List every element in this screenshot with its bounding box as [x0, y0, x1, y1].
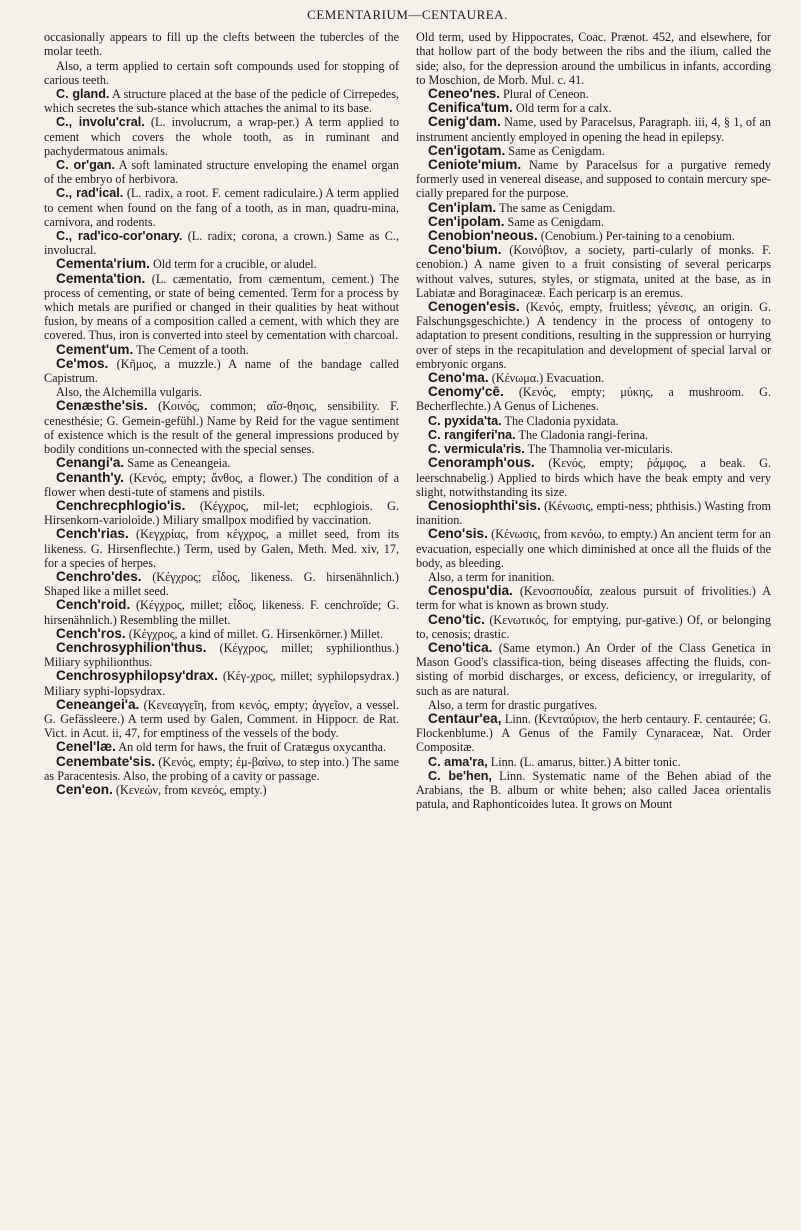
entry-text: (Κέγ-χρος, millet; syphilopsydrax.) Miliary syphi-lopsydrax.: [44, 669, 399, 698]
entry-headword: C. vermicula'ris.: [428, 442, 525, 457]
entry-headword: C. be'hen,: [428, 768, 492, 783]
running-head: CEMENTARIUM—CENTAUREA.: [307, 7, 508, 22]
entry-headword: Centaur'ea,: [428, 710, 502, 726]
entry-text: (Κενεαγγεῖη, from κενός, empty; ἀγγεῖον, a vessel. G. Gefässleere.) A term used by Galen, Comment. in Hippocr. de Rat. Vict. in Acut. ii, 47, for emptiness of the vessels of the body.: [44, 697, 399, 741]
entry-headword: C. ama'ra,: [428, 754, 488, 769]
right-column: [416, 30, 771, 811]
entry-text: occasionally appears to fill up the clefts between the tubercles of the molar teeth.: [44, 30, 399, 59]
entry-headword: Cench'rias.: [56, 526, 129, 542]
entry-headword: Cenanth'y.: [56, 469, 124, 485]
entry-text: (Κῆμος, a muzzle.) A name of the bandage called Capistrum.: [44, 356, 399, 386]
entry-headword: Cenifica'tum.: [428, 100, 513, 116]
entry-headword: Cenchrosyphilion'thus.: [56, 639, 207, 655]
entry-headword: C. pyxida'ta.: [428, 413, 502, 428]
entry-headword: Cenogen'esis.: [428, 299, 520, 315]
entry-text: Linn. (L. amarus, bitter.) A bitter tonic.: [487, 754, 681, 769]
dictionary-entry: [416, 641, 771, 698]
dictionary-entry: [416, 712, 771, 755]
dictionary-entry: [416, 755, 771, 769]
entry-text: An old term for haws, the fruit of Cratægus oxycantha.: [115, 740, 387, 755]
entry-text: (Κενός, empty, fruitless; γένεσις, an origin. G. Falschungsgeschichte.) A tendency in the process of ontogeny to adaptation to present conditions, resulting in the suppression or hurrying over of steps in the recapitulation and development of special larval or embryonic organs.: [416, 300, 771, 371]
entry-headword: Cenæsthe'sis.: [56, 398, 148, 414]
dictionary-entry: [44, 627, 399, 641]
entry-headword: Ceneangei'a.: [56, 696, 140, 712]
entry-paragraph: [44, 385, 399, 399]
entry-headword: Cenig'dam.: [428, 114, 501, 130]
entry-text: Same as Ceneangeia.: [124, 456, 231, 471]
entry-text: The same as Cenigdam.: [496, 200, 616, 215]
entry-headword: C. or'gan.: [56, 158, 115, 173]
entry-headword: Ceno'tica.: [428, 639, 493, 655]
dictionary-entry: [416, 414, 771, 428]
entry-text: Old term for a calx.: [512, 101, 612, 116]
entry-text: The Cladonia rangi-ferina.: [515, 427, 649, 442]
entry-text: (Κενός, empty; ἐμ-βαίνω, to step into.) The same as Paracentesis. Also, the probing of a cavity or passage.: [44, 754, 399, 783]
dictionary-entry: [44, 272, 399, 343]
dictionary-entry: [416, 201, 771, 215]
dictionary-entry: [44, 499, 399, 527]
entry-headword: Cenoramph'ous.: [428, 455, 535, 471]
entry-text: The Cladonia pyxidata.: [501, 413, 619, 428]
entry-text: (Κενωτικός, for emptying, pur-gative.) Of, or belonging to, cenosis; drastic.: [416, 612, 771, 641]
dictionary-entry: [416, 158, 771, 201]
entry-text: Also, a term for inanition.: [428, 569, 555, 584]
entry-text: (L. radix; corona, a crown.) Same as C., involucral.: [44, 229, 399, 258]
entry-text: Linn. (Κενταύριον, the herb centaury. F. centaurée; G. Flockenblume.) A Genus of the Family Cynaraceæ, Nat. Order Compositæ.: [416, 711, 771, 755]
dictionary-entry: [44, 343, 399, 357]
entry-headword: C., involu'cral.: [56, 115, 145, 130]
dictionary-entry: [44, 115, 399, 158]
entry-text: (Same etymon.) An Order of the Class Genetica in Mason Good's classifica-tion, being diseases affecting the fluids, con-sisting of morbid discharges, or excess, deficiency, or irregularity, of such as are natural.: [416, 640, 771, 698]
entry-headword: Cench'roid.: [56, 597, 131, 613]
entry-headword: Cementa'tion.: [56, 270, 146, 286]
entry-headword: Ceniote'mium.: [428, 157, 522, 173]
entry-headword: Ceno'bium.: [428, 242, 502, 258]
entry-headword: Cement'um.: [56, 341, 134, 357]
left-column: [44, 30, 399, 811]
dictionary-entry: [44, 257, 399, 271]
entry-headword: C. gland.: [56, 87, 110, 102]
dictionary-entry: [44, 87, 399, 115]
dictionary-entry: [416, 428, 771, 442]
entry-headword: C., rad'ico-cor'onary.: [56, 229, 183, 244]
dictionary-entry: [44, 158, 399, 186]
entry-text: A structure placed at the base of the pedicle of Cirrepedes, which secretes the sub-stance which attaches the animal to its base.: [44, 87, 399, 116]
dictionary-entry: [416, 144, 771, 158]
entry-paragraph: [416, 698, 771, 712]
dictionary-entry: [44, 229, 399, 257]
dictionary-entry: [416, 300, 771, 371]
entry-text: (Κένωσις, from κενόω, to empty.) An ancient term for an evacuation, especially one which diminished at once all the fluids of the body, as bleeding.: [416, 527, 771, 570]
entry-text: Old term, used by Hippocrates, Coac. Prænot. 452, and elsewhere, for that hollow part of the body between the ribs and the ilium, called the side; also, for the depression around the umbilicus in infants, according to Moschion, de Morb. Mul. c. 41.: [416, 30, 771, 87]
entry-headword: C., rad'ical.: [56, 186, 124, 201]
entry-text: The Cement of a tooth.: [133, 342, 249, 357]
entry-text: (Κέγχρος, mil-let; ecphlogiois. G. Hirsenkorn-varioloide.) Miliary smallpox modified by vaccination.: [44, 498, 399, 528]
dictionary-entry: [416, 215, 771, 229]
entry-text: Same as Cenigdam.: [504, 214, 605, 229]
entry-paragraph: [416, 570, 771, 584]
entry-headword: Cenobion'neous.: [428, 228, 538, 244]
dictionary-entry: [44, 570, 399, 598]
entry-headword: Cen'iplam.: [428, 199, 497, 215]
entry-headword: Cen'ipolam.: [428, 213, 505, 229]
entry-headword: Ceno'ma.: [428, 370, 489, 386]
dictionary-entry: [44, 598, 399, 626]
dictionary-entry: [416, 769, 771, 812]
entry-paragraph: [44, 59, 399, 87]
entry-headword: Cen'eon.: [56, 781, 113, 797]
dictionary-entry: [416, 243, 771, 300]
entry-text: Same as Cenigdam.: [505, 143, 605, 158]
entry-text: A soft laminated structure enveloping the enamel organ of the embryo of herbivora.: [44, 158, 399, 187]
dictionary-entry: [44, 669, 399, 697]
entry-text: Name by Paracelsus for a purgative remedy formerly used in venereal disease, and supposed to contain mercury spe-cially prepared for the purpose.: [416, 158, 771, 201]
dictionary-entry: [44, 755, 399, 783]
entry-headword: Cenchrecphlogio'is.: [56, 497, 186, 513]
entry-text: (Κεγχρίας, from κέγχρος, a millet seed, from its likeness. G. Hirsenflechte.) Term, used by Galen, Meth. Med. xiv, 17, for a species of herpes.: [44, 527, 399, 570]
entry-headword: Cenchrosyphilopsy'drax.: [56, 668, 218, 684]
entry-headword: Cenchro'des.: [56, 568, 142, 584]
entry-text: (L. radix, a root. F. cement radiculaire.) A term applied to cement when found on the fang of a tooth, as in man, quadru-mina, carnivora, and rodents.: [44, 186, 399, 229]
dictionary-entry: [44, 641, 399, 669]
dictionary-entry: [44, 527, 399, 570]
dictionary-entry: [44, 399, 399, 456]
entry-headword: Ceneo'nes.: [428, 86, 500, 102]
entry-text: (Κέγχρος; εἶδος, likeness. G. hirsenähnlich.) Shaped like a millet seed.: [44, 569, 399, 599]
entry-headword: Cenomy'cē.: [428, 384, 504, 400]
entry-headword: Cementa'rium.: [56, 256, 150, 272]
dictionary-entry: [416, 115, 771, 143]
entry-continuation: [416, 30, 771, 87]
dictionary-entry: [44, 698, 399, 741]
dictionary-entry: [416, 371, 771, 385]
entry-text: (Κενός, empty; μύκης, a mushroom. G. Becherflechte.) A Genus of Lichenes.: [416, 385, 771, 414]
entry-text: (Cenobium.) Per-taining to a cenobium.: [537, 229, 735, 244]
dictionary-entry: [44, 783, 399, 797]
dictionary-entry: [416, 584, 771, 612]
entry-headword: Cenel'læ.: [56, 739, 116, 755]
dictionary-entry: [416, 101, 771, 115]
entry-headword: Ce'mos.: [56, 355, 109, 371]
entry-headword: C. rangiferi'na.: [428, 427, 516, 442]
entry-text: Old term for a crucible, or aludel.: [149, 257, 317, 272]
entry-text: (Κενός, empty; ῥάμφος, a beak. G. leerschnabelig.) Applied to birds which have the beak empty and very slight, notwithstanding its size.: [416, 456, 771, 499]
entry-text: (Κένωμα.) Evacuation.: [488, 371, 605, 386]
dictionary-entry: [44, 471, 399, 499]
dictionary-entry: [416, 87, 771, 101]
dictionary-entry: [44, 456, 399, 470]
entry-text: Also, the Alchemilla vulgaris.: [56, 385, 202, 400]
dictionary-entry: [44, 740, 399, 754]
entry-text: (Κένωσις, empti-ness; phthisis.) Wasting from inanition.: [416, 498, 771, 528]
dictionary-entry: [416, 499, 771, 527]
entry-text: (L. cæmentatio, from cæmentum, cement.) The process of cementing, or state of being cemented. Term for a process by which metals are purified or changed in their qualities by heat without fusion, by means of a composition called a cement, with which they are covered. Thus, iron is converted into steel by cementation with charcoal.: [44, 271, 399, 343]
entry-text: Linn. Systematic name of the Behen abiad of the Arabians, the B. album or white behen; also called Jacea orientalis patula, and Raphonticoides lutea. It grows on Mount: [416, 768, 771, 812]
dictionary-entry: [416, 385, 771, 413]
dictionary-entry: [416, 229, 771, 243]
entry-text: Plural of Ceneon.: [499, 87, 589, 102]
entry-text: (Κοινός, common; αἴσ-θησις, sensibility. F. cenesthésie; G. Gemein-gefühl.) Name by Reid for the vague sentiment of existence which is the result of the general impressions produced by bodily conditions un-connected with the special senses.: [44, 399, 399, 457]
dictionary-entry: [44, 186, 399, 229]
columns: [44, 30, 771, 811]
entry-headword: Cenembate'sis.: [56, 753, 156, 769]
entry-text: Name, used by Paracelsus, Paragraph. iii, 4, § 1, of an instrument anciently employed in opening the head in epilepsy.: [416, 115, 771, 144]
entry-headword: Cench'ros.: [56, 625, 126, 641]
dictionary-entry: [416, 613, 771, 641]
entry-text: (Κενεών, from κενεός, empty.): [112, 782, 267, 797]
entry-text: (Κέγχρος, a kind of millet. G. Hirsenkörner.) Millet.: [125, 626, 384, 641]
dictionary-entry: [416, 442, 771, 456]
entry-text: (L. involucrum, a wrap-per.) A term applied to cement which covers the whole tooth, as in ruminant and pachydermatous animals.: [44, 115, 399, 158]
entry-text: (Κοινόβιον, a society, parti-cularly of monks. F. cenobion.) A name given to a fruit consisting of several pericarps without valves, sutures, styles, or stigmata, united at the base, as in Labiatæ and Boraginaceæ. Each pericarp is an eremus.: [416, 243, 771, 300]
entry-headword: Ceno'tic.: [428, 611, 485, 627]
entry-text: (Κενοσπουδία, zealous pursuit of frivolities.) A term for what is known as brown study.: [416, 584, 771, 613]
entry-text: Also, a term applied to certain soft compounds used for stopping of carious teeth.: [44, 58, 399, 87]
entry-headword: Cenosiophthi'sis.: [428, 497, 541, 513]
entry-text: (Κέγχρος, millet; syphilionthus.) Miliary syphilionthus.: [44, 640, 399, 670]
dictionary-entry: [416, 456, 771, 499]
entry-headword: Cenangi'a.: [56, 455, 125, 471]
entry-headword: Cen'igotam.: [428, 142, 506, 158]
entry-text: (Κέγχρος, millet; εἶδος, likeness. F. cenchroïde; G. hirsenähnlich.) Resembling the millet.: [44, 598, 399, 627]
entry-text: (Κενός, empty; ἄνθος, a flower.) The condition of a flower when desti-tute of stamens and pistils.: [44, 470, 399, 499]
entry-headword: Cenospu'dia.: [428, 583, 513, 599]
entry-text: Also, a term for drastic purgatives.: [428, 697, 598, 712]
dictionary-entry: [44, 357, 399, 385]
dictionary-entry: [416, 527, 771, 570]
entry-continuation: [44, 30, 399, 58]
entry-text: The Thamnolia ver-micularis.: [524, 442, 674, 457]
entry-headword: Ceno'sis.: [428, 526, 488, 542]
